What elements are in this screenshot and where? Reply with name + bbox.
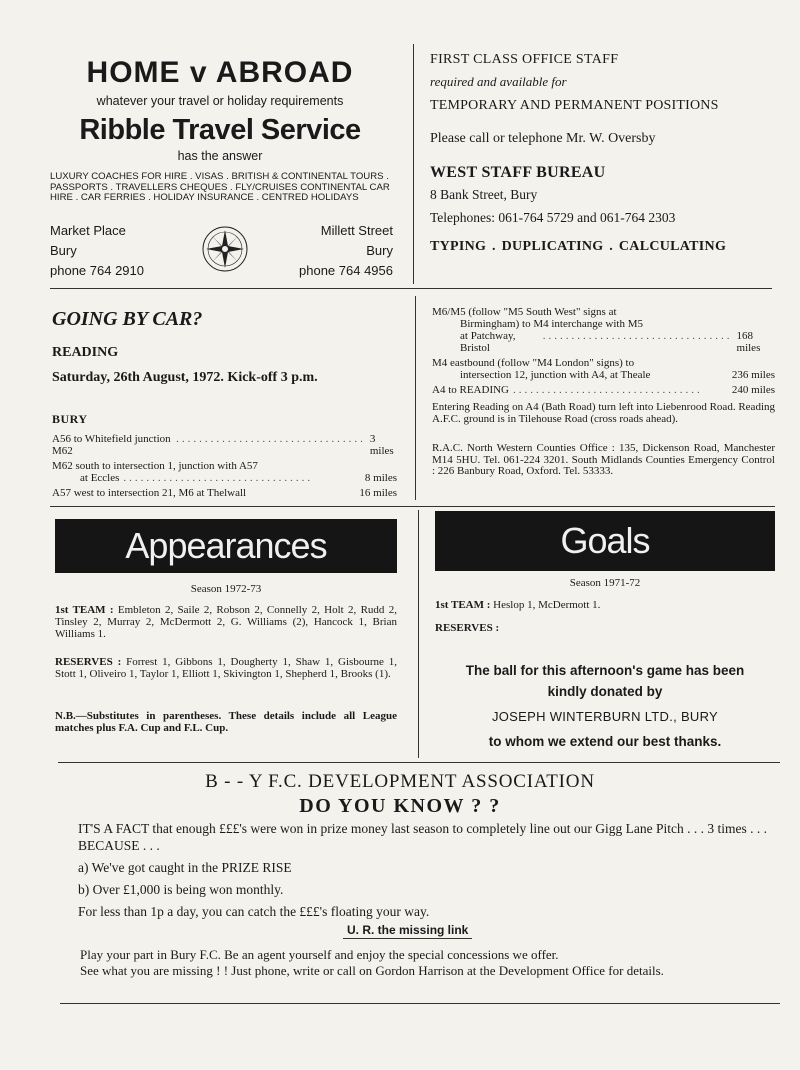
missing-link-heading: U. R. the missing link xyxy=(343,923,472,939)
route-text: at Patchway, Bristol xyxy=(460,330,516,354)
route-distance: 3 miles xyxy=(369,433,394,457)
first-team-label: 1st TEAM : xyxy=(435,599,491,611)
staff-address: 8 Bank Street, Bury xyxy=(430,187,538,202)
first-team-list: Heslop 1, McDermott 1. xyxy=(493,599,601,611)
ribble-tagline: whatever your travel or holiday requirements xyxy=(96,94,344,108)
divider-lower-horizontal xyxy=(58,762,780,763)
route-text: A57 west to intersection 21, M6 at Thelwall xyxy=(52,487,247,499)
route-text: at Eccles xyxy=(80,472,120,484)
divider-stats-vertical xyxy=(418,510,419,758)
ball-thanks: to whom we extend our best thanks. xyxy=(488,734,722,749)
ball-line-2: kindly donated by xyxy=(547,684,663,699)
reserves-list: Forrest 1, Gibbons 1, Dougherty 1, Shaw 1, Gisbourne 1, Stott 1, Oliveiro 1, Taylor 1, Elliott 1, Skivington 1, Shepherd 1, Brooks (1). xyxy=(55,656,397,680)
development-paragraph: a) We've got caught in the PRIZE RISE xyxy=(78,860,292,875)
route-text: M6/M5 (follow "M5 South West" signs at xyxy=(432,306,617,318)
ribble-right-street: Millett Street xyxy=(320,223,393,238)
divider-top-horizontal xyxy=(50,288,772,289)
route-text: M4 eastbound (follow "M4 London" signs) to xyxy=(432,357,635,369)
going-by-car-title: GOING BY CAR? xyxy=(52,308,203,330)
route-text: A56 to Whitefield junction M62 xyxy=(52,433,171,457)
car-date-line: Saturday, 26th August, 1972. Kick-off 3 p.m. xyxy=(52,370,318,385)
route-distance: 168 miles xyxy=(736,330,761,354)
route-leader: ................................. xyxy=(123,472,314,484)
development-paragraph: Play your part in Bury F.C. Be an agent yourself and enjoy the special concessions we offer. xyxy=(80,947,559,962)
staff-line-3: TEMPORARY AND PERMANENT POSITIONS xyxy=(430,98,719,113)
staff-bureau-ad xyxy=(430,50,780,255)
ribble-company-name: Ribble Travel Service xyxy=(79,114,361,146)
development-paragraph: b) Over £1,000 is being won monthly. xyxy=(78,882,284,897)
ribble-headline: HOME v ABROAD xyxy=(86,56,354,89)
development-paragraph: See what you are missing ! ! Just phone, write or call on Gordon Harrison at the Development Office for details. xyxy=(80,963,664,978)
appearances-reserves xyxy=(55,656,397,680)
route-text: M62 south to intersection 1, junction with A57 xyxy=(52,460,258,472)
route-text: Birmingham) to M4 interchange with M5 xyxy=(460,318,643,330)
ribble-services: LUXURY COACHES FOR HIRE . VISAS . BRITISH & CONTINENTAL TOURS . PASSPORTS . TRAVELLERS CHEQUES . FLY/CRUISES CONTINENTAL CAR HIRE . CAR FERRIES . HOLIDAY INSURANCE . CENTRED HOLIDAYS xyxy=(50,171,390,203)
ribble-office-right xyxy=(270,221,393,281)
ball-line-1: The ball for this afternoon's game has been xyxy=(465,663,745,678)
staff-line-1: FIRST CLASS OFFICE STAFF xyxy=(430,52,619,67)
goals-season: Season 1971-72 xyxy=(569,577,641,589)
travel-agent-badge-icon xyxy=(196,222,254,276)
routes-left-list xyxy=(52,433,397,502)
appearances-season: Season 1972-73 xyxy=(190,583,262,595)
goals-first-team xyxy=(435,599,775,611)
development-body xyxy=(78,820,768,925)
route-row xyxy=(52,433,397,457)
route-leader xyxy=(654,369,727,381)
route-leader: ................................. xyxy=(542,330,733,342)
route-leader: ................................. xyxy=(513,384,703,396)
route-row xyxy=(432,384,775,396)
development-subtitle: DO YOU KNOW ? ? xyxy=(299,795,501,817)
reading-directions: Entering Reading on A4 (Bath Road) turn left into Liebenrood Road. Reading A.F.C. ground is in Tilehouse Road (cross roads ahead). xyxy=(432,401,775,425)
divider-car-vertical xyxy=(415,296,416,500)
route-row xyxy=(52,460,397,484)
divider-mid-horizontal xyxy=(50,506,775,507)
car-destination: READING xyxy=(52,345,119,360)
development-title: B - - Y F.C. DEVELOPMENT ASSOCIATION xyxy=(205,771,595,792)
goals-reserves xyxy=(435,622,775,634)
ribble-right-town: Bury xyxy=(366,243,393,258)
first-team-label: 1st TEAM : xyxy=(55,604,114,616)
ribble-left-street: Market Place xyxy=(50,223,126,238)
route-row xyxy=(432,357,775,381)
appearances-note: N.B.—Substitutes in parentheses. These details include all League matches plus F.A. Cup and F.L. Cup. xyxy=(55,710,397,734)
staff-line-4: Please call or telephone Mr. W. Oversby xyxy=(430,131,656,146)
appearances-banner: Appearances xyxy=(55,519,397,573)
staff-company: WEST STAFF BUREAU xyxy=(430,164,606,181)
goals-banner: Goals xyxy=(435,511,775,571)
route-row xyxy=(52,487,397,499)
reserves-label: RESERVES : xyxy=(435,622,500,634)
staff-line-2: required and available for xyxy=(430,74,567,89)
route-text: A4 to READING xyxy=(432,384,509,396)
development-paragraph: For less than 1p a day, you can catch the £££'s floating your way. xyxy=(78,904,430,919)
staff-services: TYPING . DUPLICATING . CALCULATING xyxy=(430,239,727,254)
ribble-answer: has the answer xyxy=(177,149,263,163)
route-leader xyxy=(250,487,355,499)
first-team-list: Embleton 2, Saile 2, Robson 2, Connelly 2, Holt 2, Rudd 2, Tinsley 2, Murray 2, McDermott 2, G. Williams (2), Hancock 1, Brian Williams 1. xyxy=(55,604,397,640)
route-text: intersection 12, junction with A4, at Theale xyxy=(460,369,651,381)
car-origin: BURY xyxy=(52,412,88,426)
divider-bottom-horizontal xyxy=(60,1003,780,1004)
route-distance: 240 miles xyxy=(731,384,775,396)
appearances-first-team xyxy=(55,604,397,640)
route-distance: 8 miles xyxy=(364,472,397,484)
development-paragraph: IT'S A FACT that enough £££'s were won in prize money last season to completely line out our Gigg Lane Pitch . . . 3 times . . . BECAUSE . . . xyxy=(78,821,768,853)
ribble-office-left xyxy=(50,221,144,281)
route-distance: 16 miles xyxy=(359,487,397,499)
rac-contacts: R.A.C. North Western Counties Office : 135, Dickenson Road, Manchester M14 5HU. Tel. 061-224 3201. South Midlands Counties Emergency Control : 226 Banbury Road, Oxford. Tel. 53333. xyxy=(432,442,775,477)
development-footer xyxy=(80,947,770,979)
route-leader: ................................. xyxy=(176,433,366,445)
ribble-left-phone: phone 764 2910 xyxy=(50,263,144,278)
divider-top-vertical xyxy=(413,44,414,284)
staff-telephones: Telephones: 061-764 5729 and 061-764 2303 xyxy=(430,210,676,225)
routes-right-list xyxy=(432,306,775,399)
ribble-right-phone: phone 764 4956 xyxy=(299,263,393,278)
ball-donation-notice xyxy=(435,660,775,752)
ball-donor: JOSEPH WINTERBURN LTD., BURY xyxy=(491,709,719,724)
ribble-left-town: Bury xyxy=(50,243,77,258)
reserves-label: RESERVES : xyxy=(55,656,122,668)
route-distance: 236 miles xyxy=(731,369,775,381)
route-row xyxy=(432,306,775,354)
